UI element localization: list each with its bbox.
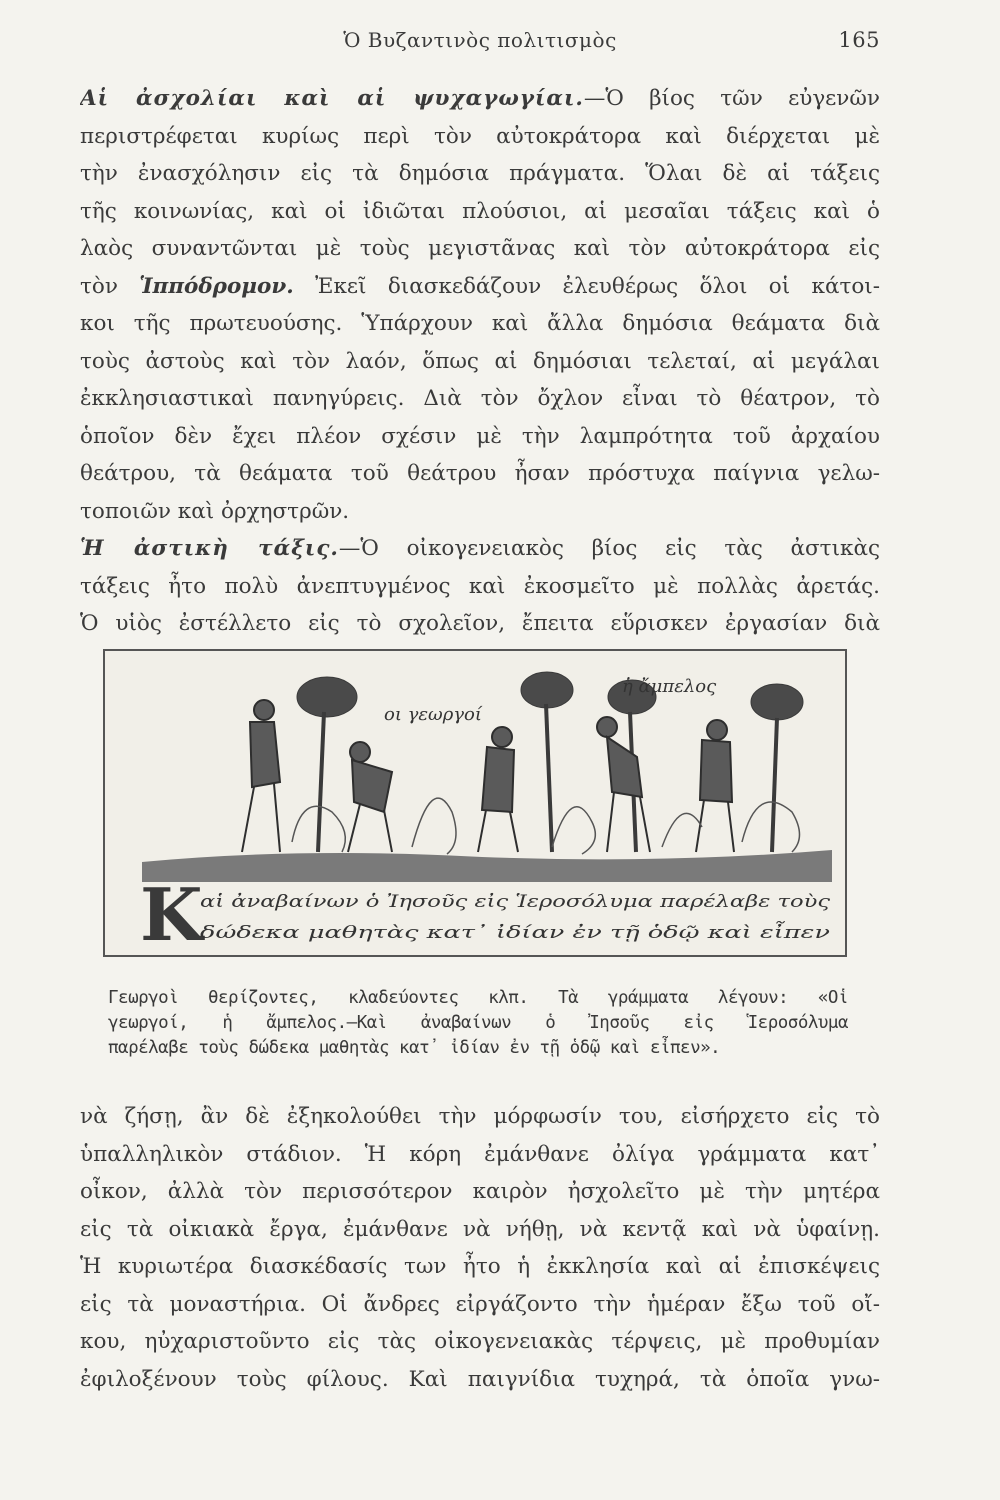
text-line: τάξεις ἦτο πολὺ ἀνεπτυγμένος καὶ ἐκοσμεῖτο μὲ πολλὰς ἀρετάς. [80,573,880,599]
text-line: Ὁ υἱὸς ἐστέλλετο εἰς τὸ σχολεῖον, ἔπειτα εὕρισκεν ἐργασίαν διὰ [80,611,880,636]
text-line: ὑπαλληλικὸν στάδιον. Ἡ κόρη ἐμάνθανε ὀλίγα γράμματα κατ᾽ [80,1141,880,1167]
tree-crown [297,677,357,717]
text-line [80,530,880,568]
paragraph-continuation [80,1098,880,1398]
caption-line: παρέλαβε τοὺς δώδεκα μαθητὰς κατ᾽ ἰδίαν ἐν τῇ ὁδῷ καὶ εἶπεν». [108,1038,721,1058]
text-line: περιστρέφεται κυρίως περὶ τὸν αὐτοκράτορα καὶ διέρχεται μὲ [80,123,880,149]
farmer-head [254,700,274,720]
farmer-head [350,742,370,762]
page-number: 165 [838,28,880,52]
text-line: ἐκκλησιαστικαὶ πανηγύρεις. Διὰ τὸν ὄχλον εἶναι τὸ θέατρον, τὸ [80,386,880,411]
text-line: τοὺς ἀστοὺς καὶ τὸν λαόν, ὅπως αἱ δημόσιαι τελεταί, αἱ μεγάλαι [80,348,880,374]
text-line: λαὸς συναντῶνται μὲ τοὺς μεγιστᾶνας καὶ τὸν αὐτοκράτορα εἰς [80,236,880,261]
label-farmers: οι γεωργοί [384,704,482,725]
tree-crown [751,684,803,720]
text-line: κοι τῆς πρωτευούσης. Ὑπάρχουν καὶ ἄλλα δημόσια θεάματα διὰ [80,311,880,336]
hippodrome-term: Ἱππόδρομον. [139,273,294,299]
section-heading-occupations: Αἱ ἀσχολίαι καὶ αἱ ψυχαγωγίαι. [80,86,584,111]
text-line: ἐφιλοξένουν τοὺς φίλους. Καὶ παιγνίδια τυχηρά, τὰ ὁποῖα γνω- [80,1366,880,1392]
text-line: ὁποῖον δὲν ἔχει πλέον σχέσιν μὲ τὴν λαμπρότητα τοῦ ἀρχαίου [80,423,880,449]
caption-line: Γεωργοὶ θερίζοντες, κλαδεύοντες κλπ. Τὰ γράμματα λέγουν: «Οἱ [108,988,848,1008]
label-vine: ἡ ἄμπελος [622,676,717,697]
text-line: εἰς τὰ οἰκιακὰ ἔργα, ἐμάνθανε νὰ νήθῃ, νὰ κεντᾷ καὶ νὰ ὑφαίνῃ. [80,1216,880,1242]
paragraph-urban-class [80,530,880,643]
text-line: τῆς κοινωνίας, καὶ οἱ ἰδιῶται πλούσιοι, αἱ μεσαῖαι τάξεις καὶ ὁ [80,198,880,224]
text-run: —Ὁ βίος τῶν εὐγενῶν [583,86,880,111]
text-line [80,268,880,306]
farmer-body [700,740,732,802]
manuscript-line-1: αἱ ἀναβαίνων ὁ Ἰησοῦς εἰς Ἱεροσόλυμα παρέλαβε τοὺς [200,892,831,912]
text-line: οἶκον, ἀλλὰ τὸν περισσότερον καιρὸν ἠσχολεῖτο μὲ τὴν μητέρα [80,1179,880,1204]
text-line: εἰς τὰ μοναστήρια. Οἱ ἄνδρες εἰργάζοντο τὴν ἡμέραν ἔξω τοῦ οἴ- [80,1291,880,1317]
tree-crown [521,672,573,708]
manuscript-illustration [102,642,850,964]
farmer-head [492,727,512,747]
text-line: κου, ηὐχαριστοῦντο εἰς τὰς οἰκογενειακὰς τέρψεις, μὲ προθυμίαν [80,1329,880,1354]
text-run: Ἐκεῖ διασκεδάζουν ἐλευθέρως ὅλοι οἱ κάτοι- [293,273,880,299]
text-line: τοποιῶν καὶ ὀρχηστρῶν. [80,498,350,524]
farmer-body [482,747,514,812]
page-header [80,28,880,58]
initial-capital: Κ [140,872,203,957]
farmer-head [597,717,617,737]
text-line: Ἡ κυριωτέρα διασκέδασίς των ἦτο ἡ ἐκκλησία καὶ αἱ ἐπισκέψεις [80,1254,880,1279]
illustration-svg [102,642,850,964]
text-run: —Ὁ οἰκογενειακὸς βίος εἰς τὰς ἀστικὰς [338,536,880,561]
paragraph-occupations [80,80,880,530]
figure-caption [108,986,848,1061]
text-line: θεάτρου, τὰ θεάματα τοῦ θεάτρου ἦσαν πρόστυχα παίγνια γελω- [80,461,880,486]
manuscript-line-2: δώδεκα μαθητὰς κατ᾽ ἰδίαν ἐν τῇ ὁδῷ καὶ εἶπεν [200,923,618,943]
text-run: τὸν [80,273,140,299]
farmer-head [707,720,727,740]
text-line: νὰ ζήσῃ, ἂν δὲ ἐξηκολούθει τὴν μόρφωσίν του, εἰσήρχετο εἰς τὸ [80,1104,880,1129]
caption-line: γεωργοί, ἡ ἄμπελος.—Καὶ ἀναβαίνων ὁ Ἰησοῦς εἰς Ἱεροσόλυμα [108,1013,848,1033]
running-title: Ὁ Βυζαντινὸς πολιτισμὸς [343,28,617,52]
farmer-body [250,722,280,787]
text-line: τὴν ἐνασχόλησιν εἰς τὰ δημόσια πράγματα. Ὅλαι δὲ αἱ τάξεις [80,161,880,186]
text-line [80,80,880,118]
section-heading-urban-class: Ἡ ἀστικὴ τάξις. [80,536,339,561]
